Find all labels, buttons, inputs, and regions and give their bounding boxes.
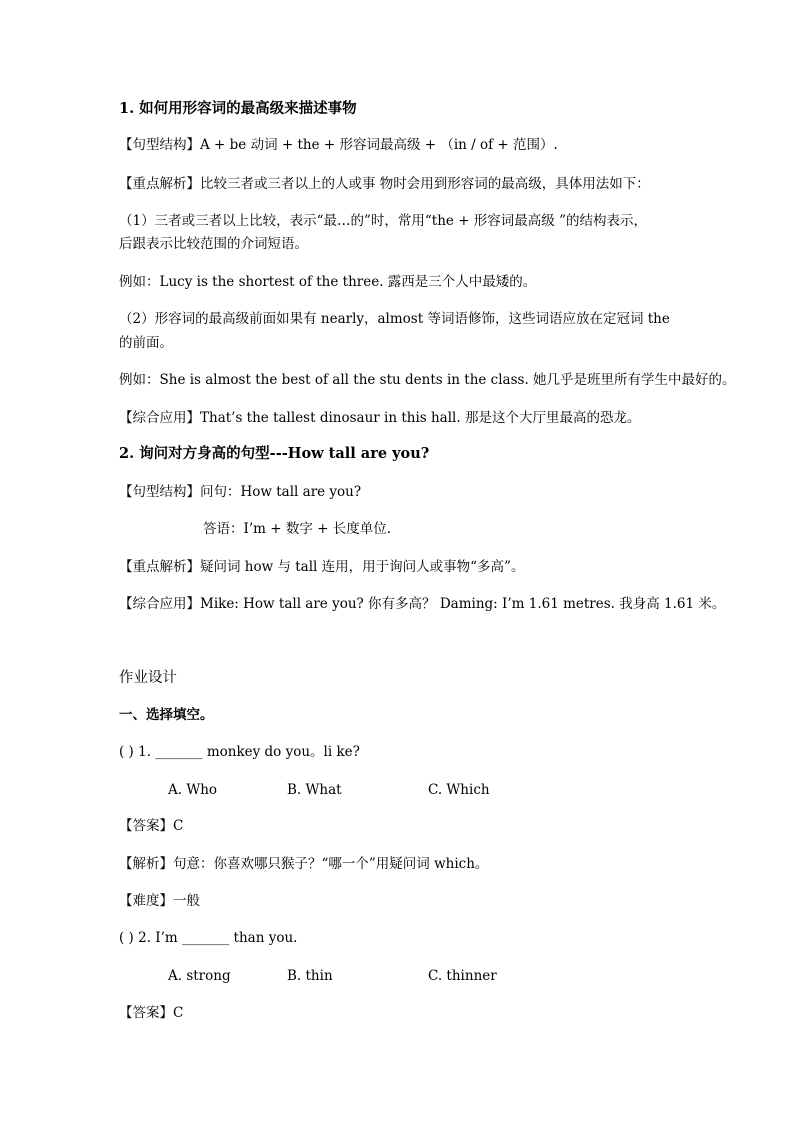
section-1-heading: 1. 如何用形容词的最高级来描述事物: [119, 100, 357, 117]
section-2-heading: 2. 询问对方身高的句型---How tall are you?: [119, 445, 430, 462]
section-1-application: 【综合应用】That’s the tallest dinosaur in this hall. 那是这个大厅里最高的恐龙。: [119, 410, 641, 426]
question-2-answer: 【答案】C: [119, 1005, 184, 1021]
section-1-point-1-line-1: （1）三者或三者以上比较，表示“最…的”时，常用“the + 形容词最高级 ”的结构表示，: [119, 213, 647, 229]
question-1-option-c: C. Which: [428, 782, 490, 798]
section-2-analysis: 【重点解析】疑问词 how 与 tall 连用，用于询问人或事物“多高”。: [119, 559, 525, 575]
question-2-option-c: C. thinner: [428, 968, 497, 984]
question-2-stem: ( ) 2. I’m _______ than you.: [119, 930, 298, 946]
question-1-difficulty: 【难度】一般: [119, 893, 200, 909]
section-2-application: 【综合应用】Mike: How tall are you? 你有多高？ Daming: I’m 1.61 metres. 我身高 1.61 米。: [119, 596, 726, 612]
question-1-answer: 【答案】C: [119, 818, 184, 834]
question-1-option-b: B. What: [287, 782, 342, 798]
section-1-point-1-line-2: 后跟表示比较范围的介词短语。: [119, 236, 308, 252]
section-1-structure: 【句型结构】A + be 动词 + the + 形容词最高级 + （in / of + 范围）.: [119, 137, 558, 153]
section-2-structure-answer: 答语：I’m + 数字 + 长度单位.: [203, 521, 392, 537]
section-2-structure-question: 【句型结构】问句：How tall are you?: [119, 484, 362, 500]
question-1-option-a: A. Who: [168, 782, 218, 798]
section-1-example-1: 例如：Lucy is the shortest of the three. 露西是三个人中最矮的。: [119, 274, 537, 290]
question-1-explanation: 【解析】句意：你喜欢哪只猴子？“哪一个”用疑问词 which。: [119, 856, 489, 872]
section-1-point-2-line-2: 的前面。: [119, 335, 173, 351]
section-1-analysis: 【重点解析】比较三者或三者以上的人或事 物时会用到形容词的最高级，具体用法如下：: [119, 176, 650, 192]
section-1-point-2-line-1: （2）形容词的最高级前面如果有 nearly，almost 等词语修饰，这些词语应放在定冠词 the: [119, 311, 670, 327]
question-2-option-b: B. thin: [287, 968, 333, 984]
question-2-option-a: A. strong: [168, 968, 231, 984]
homework-title: 作业设计: [119, 670, 177, 686]
homework-section-heading: 一、选择填空。: [119, 707, 214, 723]
question-1-stem: ( ) 1. _______ monkey do you。li ke?: [119, 744, 360, 760]
section-1-example-2: 例如：She is almost the best of all the stu dents in the class. 她几乎是班里所有学生中最好的。: [119, 372, 736, 388]
